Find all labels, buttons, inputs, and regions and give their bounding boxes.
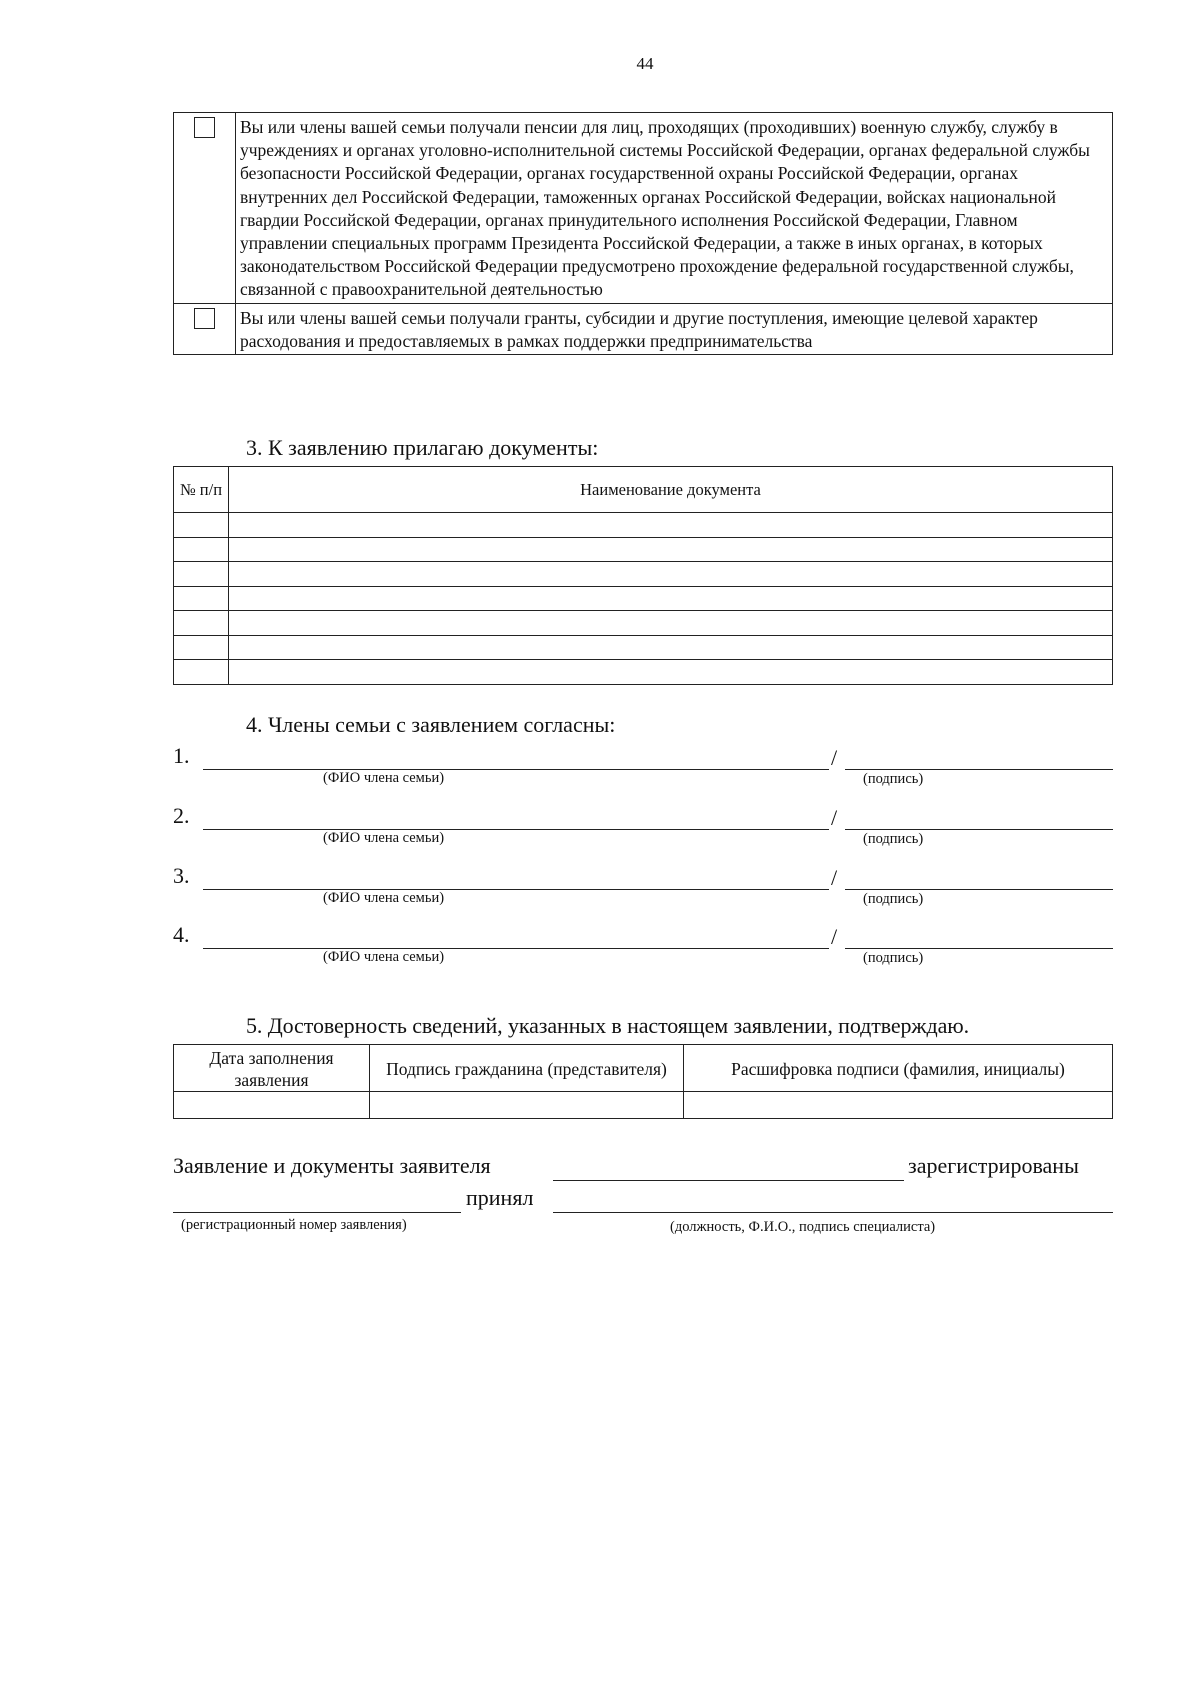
signature-decode-cell[interactable] [684,1092,1113,1119]
signature-caption: (подпись) [863,831,924,847]
signature-caption: (подпись) [863,891,924,907]
member-signature-line[interactable] [845,829,1113,830]
accepted-label: принял [466,1185,534,1210]
member-signature-line[interactable] [845,769,1113,770]
number-cell[interactable] [174,635,229,660]
document-name-cell[interactable] [229,635,1113,660]
column-header-date: Дата заполнения заявления [174,1045,370,1092]
member-index: 2. [173,803,190,828]
signature-cell[interactable] [370,1092,684,1119]
document-name-cell[interactable] [229,513,1113,538]
section-5-title: 5. Достоверность сведений, указанных в настоящем заявлении, подтверждаю. [246,1013,970,1038]
separator-slash: / [831,805,838,830]
separator-slash: / [831,745,838,770]
registration-number-caption: (регистрационный номер заявления) [181,1217,407,1233]
section-4-title: 4. Члены семьи с заявлением согласны: [246,712,616,737]
checklist-text-grants: Вы или члены вашей семьи получали гранты, субсидии и другие поступления, имеющие целевой характер расходования и предоставляемых в рамках поддержки предпринимательства [236,303,1113,354]
signature-caption: (подпись) [863,771,924,787]
name-caption: (ФИО члена семьи) [323,830,445,846]
applicant-line[interactable] [553,1180,904,1181]
family-member-3 [173,863,1113,931]
table-row [174,1092,1113,1119]
separator-slash: / [831,924,838,949]
member-index: 3. [173,863,190,888]
page-number: 44 [636,54,654,73]
table-row [174,660,1113,685]
member-name-line[interactable] [203,829,829,830]
benefits-checklist-table [173,112,1113,355]
member-index: 4. [173,922,190,947]
registration-prefix: Заявление и документы заявителя [173,1153,491,1178]
table-row [174,513,1113,538]
member-signature-line[interactable] [845,948,1113,949]
specialist-line[interactable] [553,1212,1113,1213]
number-cell[interactable] [174,660,229,685]
column-header-number: № п/п [174,467,229,513]
document-name-cell[interactable] [229,660,1113,685]
number-cell[interactable] [174,513,229,538]
column-header-signature-decode: Расшифровка подписи (фамилия, инициалы) [684,1045,1113,1092]
number-cell[interactable] [174,562,229,587]
section-3-title: 3. К заявлению прилагаю документы: [246,435,599,460]
checkbox-cell [174,113,236,304]
checkbox-grants[interactable] [194,308,215,329]
checkbox-cell [174,303,236,354]
number-cell[interactable] [174,611,229,636]
document-name-cell[interactable] [229,537,1113,562]
confirmation-header-row [174,1045,1113,1092]
date-cell[interactable] [174,1092,370,1119]
family-member-4 [173,922,1113,990]
number-cell[interactable] [174,537,229,562]
documents-table-header [174,467,1113,513]
column-header-document-name: Наименование документа [229,467,1113,513]
separator-slash: / [831,865,838,890]
column-header-signature: Подпись гражданина (представителя) [370,1045,684,1092]
confirmation-table [173,1044,1113,1119]
table-row [174,562,1113,587]
member-index: 1. [173,743,190,768]
member-name-line[interactable] [203,769,829,770]
signature-caption: (подпись) [863,950,924,966]
checklist-text-pension: Вы или члены вашей семьи получали пенсии для лиц, проходящих (проходивших) военную службу, службу в учреждениях и органах уголовно-исполнительной системы Российской Федерации, органах федеральной службы безопасности Российской Федерации, органах государственной охраны Российской Федерации, органах внутренних дел Российской Федерации, таможенных органах Российской Федерации, войсках национальной гвардии Российской Федерации, органах принудительного исполнения Российской Федерации, Главном управлении специальных программ Президента Российской Федерации, а также в иных органах, в которых законодательством Российской Федерации предусмотрено прохождение федеральной государственной службы, связанной с правоохранительной деятельностью [236,113,1113,304]
member-signature-line[interactable] [845,889,1113,890]
registration-number-line[interactable] [173,1212,461,1213]
table-row [174,586,1113,611]
checklist-row [174,113,1113,304]
document-name-cell[interactable] [229,586,1113,611]
table-row [174,537,1113,562]
name-caption: (ФИО члена семьи) [323,949,445,965]
checkbox-pension[interactable] [194,117,215,138]
family-member-1 [173,743,1113,811]
family-member-2 [173,803,1113,871]
name-caption: (ФИО члена семьи) [323,770,445,786]
table-row [174,635,1113,660]
document-name-cell[interactable] [229,562,1113,587]
number-cell[interactable] [174,586,229,611]
registration-suffix: зарегистрированы [908,1153,1079,1178]
table-row [174,611,1113,636]
checklist-row [174,303,1113,354]
document-name-cell[interactable] [229,611,1113,636]
documents-table [173,466,1113,685]
member-name-line[interactable] [203,948,829,949]
member-name-line[interactable] [203,889,829,890]
specialist-caption: (должность, Ф.И.О., подпись специалиста) [670,1219,936,1235]
name-caption: (ФИО члена семьи) [323,890,445,906]
